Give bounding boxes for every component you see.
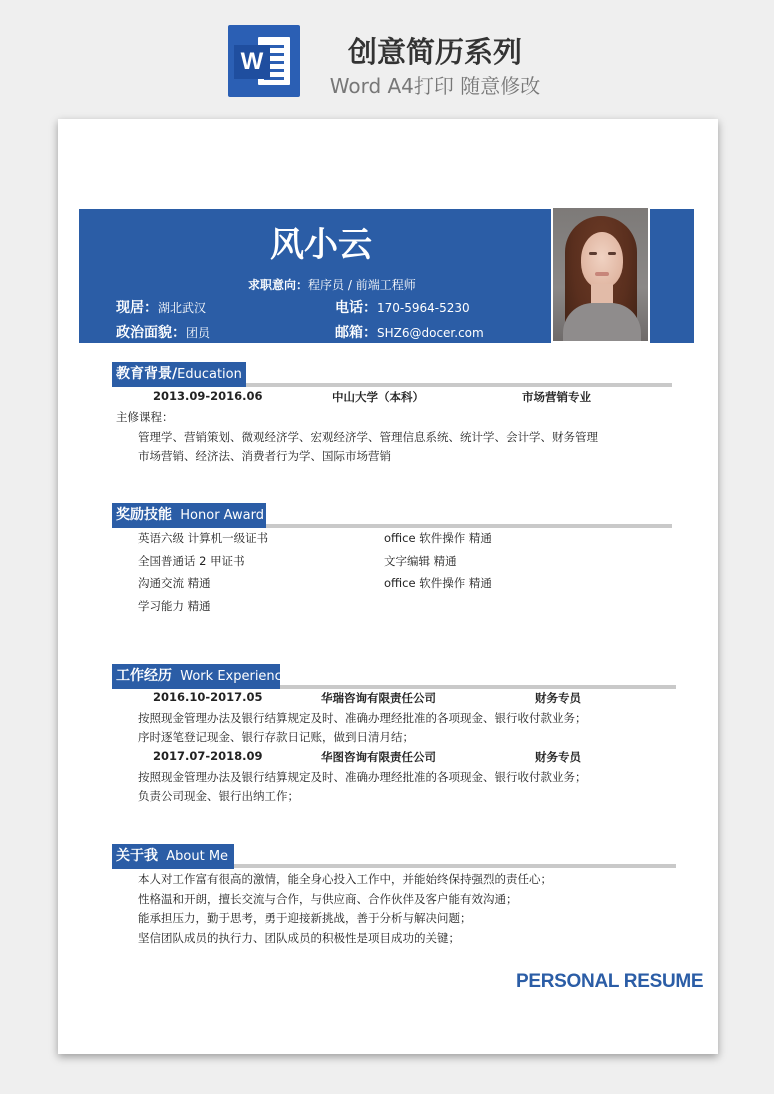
phone-value: 170-5964-5230 [377, 301, 470, 315]
skill-item: 文字编辑 精通 [384, 554, 457, 568]
about-line: 坚信团队成员的执行力、团队成员的积极性是项目成功的关键； [138, 931, 460, 945]
skill-item: office 软件操作 精通 [384, 576, 492, 590]
honors-title-cn: 奖励技能 [116, 507, 172, 523]
honors-section-title [112, 503, 266, 528]
about-title-en: About Me [166, 849, 229, 864]
job-position: 财务专员 [535, 750, 581, 764]
education-title-cn: 教育背景/ [116, 366, 178, 382]
honor-item: 英语六级 计算机一级证书 [138, 531, 269, 545]
resume-page [58, 119, 718, 1054]
about-title-cn: 关于我 [116, 848, 158, 864]
word-logo-letter: W [234, 45, 270, 79]
skill-item: office 软件操作 精通 [384, 531, 492, 545]
education-major: 市场营销专业 [522, 390, 591, 404]
political-value: 团员 [186, 326, 211, 340]
work-title-cn: 工作经历 [116, 668, 172, 684]
phone [335, 297, 470, 317]
about-divider [234, 864, 676, 868]
footer-text: PERSONAL RESUME [516, 971, 704, 992]
job-company: 华瑞咨询有限责任公司 [321, 691, 436, 705]
banner-subtitle: Word A4打印 随意修改 [329, 74, 541, 98]
honor-item: 学习能力 精通 [138, 599, 211, 613]
location [116, 297, 206, 317]
email [335, 322, 484, 342]
about-line: 本人对工作富有很高的激情，能全身心投入工作中，并能始终保持强烈的责任心； [138, 872, 552, 886]
honor-item: 全国普通话 2 甲证书 [138, 554, 245, 568]
objective-label: 求职意向： [248, 278, 309, 292]
job-duty: 序时逐笔登记现金、银行存款日记账，做到日清月结； [138, 730, 414, 744]
job-duty: 负责公司现金、银行出纳工作； [138, 789, 299, 803]
objective-value: 程序员 / 前端工程师 [308, 278, 416, 292]
education-school: 中山大学（本科） [332, 390, 424, 404]
courses-label: 主修课程： [116, 410, 174, 424]
job-company: 华图咨询有限责任公司 [321, 750, 436, 764]
job-period: 2016.10-2017.05 [153, 690, 263, 704]
political-label: 政治面貌： [116, 325, 186, 341]
candidate-name: 风小云 [270, 225, 372, 265]
about-line: 能承担压力，勤于思考，勇于迎接新挑战，善于分析与解决问题； [138, 911, 472, 925]
profile-photo [551, 206, 650, 343]
objective [248, 276, 416, 293]
honors-title-en: Honor Award [180, 508, 264, 523]
location-value: 湖北武汉 [158, 301, 207, 315]
phone-label: 电话： [335, 300, 377, 316]
education-section-title [112, 362, 246, 387]
courses-line-2: 市场营销、经济法、消费者行为学、国际市场营销 [138, 449, 391, 463]
honors-divider [266, 524, 672, 528]
job-duty: 按照现金管理办法及银行结算规定及时、准确办理经批准的各项现金、银行收付款业务； [138, 711, 587, 725]
courses-line-1: 管理学、营销策划、微观经济学、宏观经济学、管理信息系统、统计学、会计学、财务管理 [138, 430, 598, 444]
work-section-title [112, 664, 290, 689]
work-title-en: Work Experience [180, 669, 290, 684]
education-title-en: Education [177, 367, 242, 382]
work-divider [280, 685, 676, 689]
email-value: SHZ6@docer.com [377, 326, 484, 340]
education-period: 2013.09-2016.06 [153, 389, 263, 403]
job-duty: 按照现金管理办法及银行结算规定及时、准确办理经批准的各项现金、银行收付款业务； [138, 770, 587, 784]
word-logo-icon [228, 25, 300, 97]
job-position: 财务专员 [535, 691, 581, 705]
header-panel-right [650, 209, 694, 343]
banner-title: 创意简历系列 [347, 35, 522, 69]
job-period: 2017.07-2018.09 [153, 749, 263, 763]
about-section-title [112, 844, 234, 869]
location-label: 现居： [116, 300, 158, 316]
email-label: 邮箱： [335, 325, 377, 341]
top-banner [0, 0, 774, 118]
honor-item: 沟通交流 精通 [138, 576, 211, 590]
political-status [116, 322, 210, 342]
education-divider [246, 383, 672, 387]
about-line: 性格温和开朗，擅长交流与合作，与供应商、合作伙伴及客户能有效沟通； [138, 892, 518, 906]
